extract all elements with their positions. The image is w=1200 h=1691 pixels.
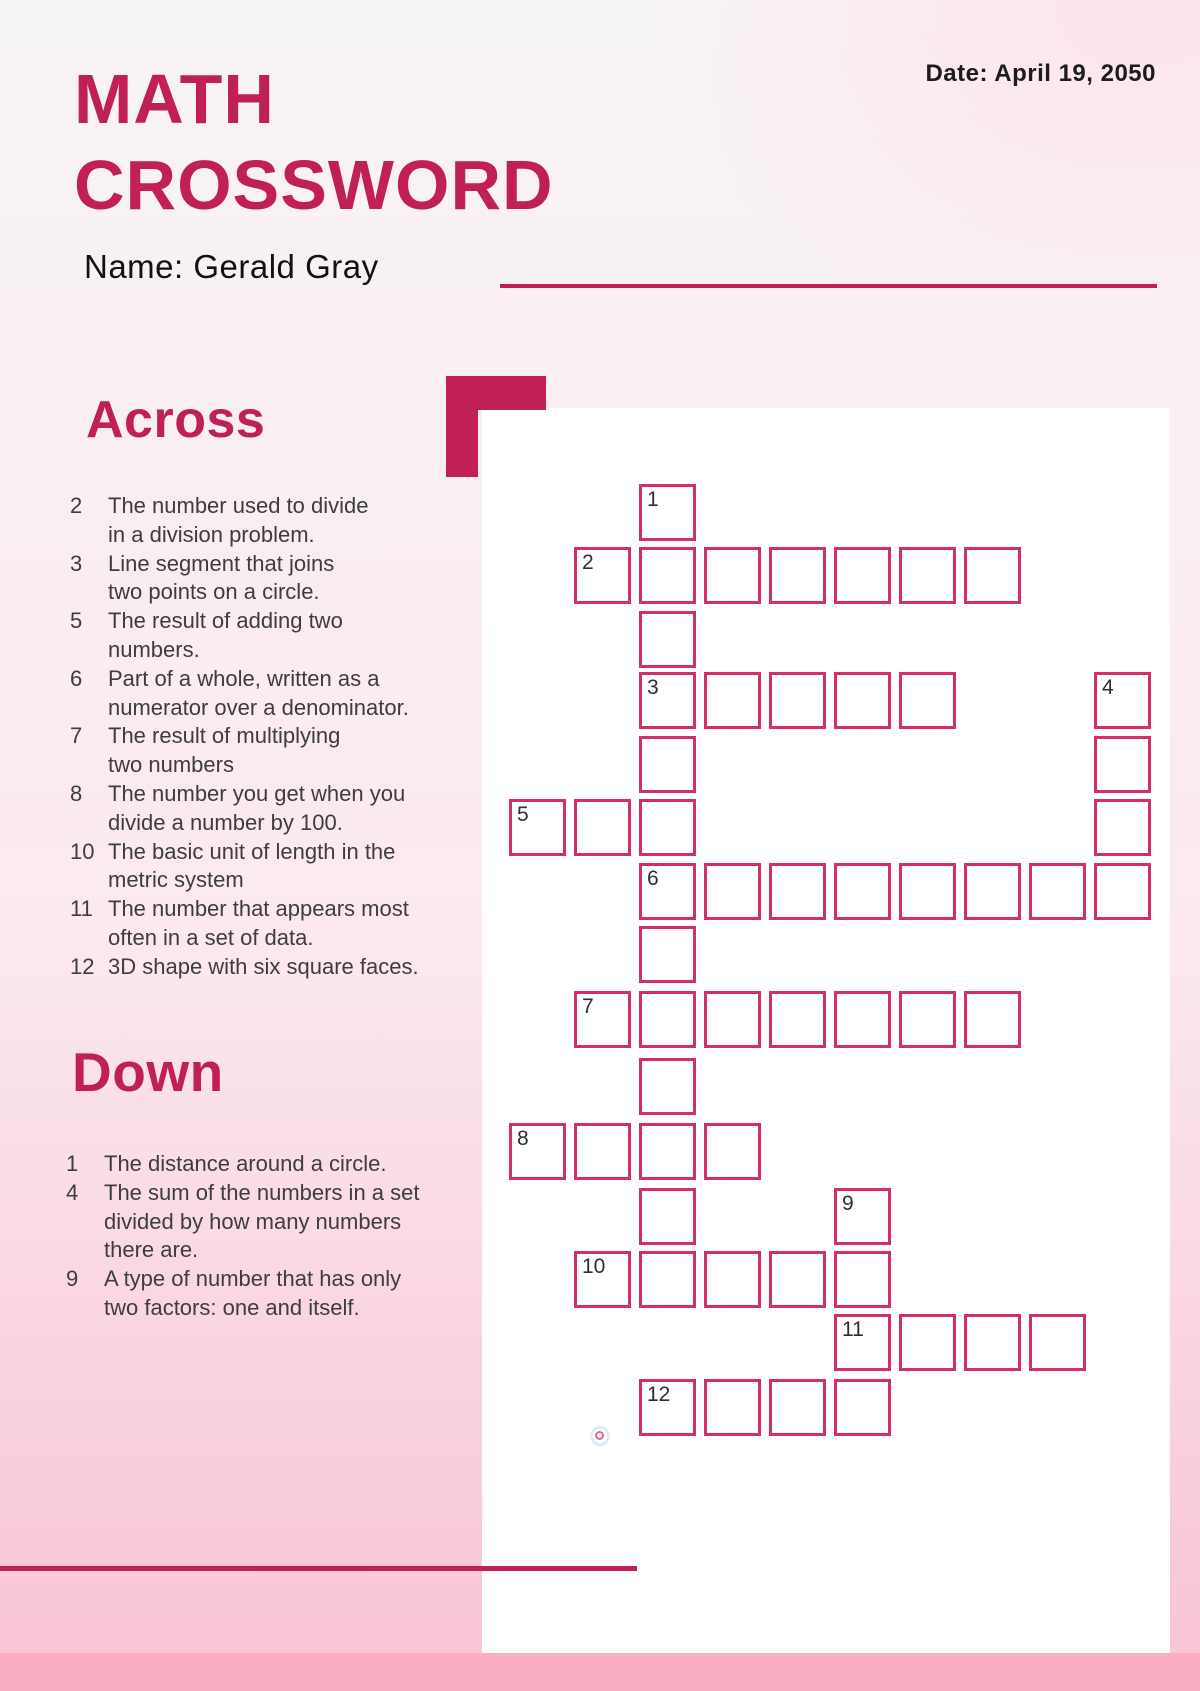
grid-cell[interactable]	[899, 672, 956, 729]
grid-cell-6[interactable]	[639, 863, 696, 920]
cell-number: 11	[842, 1318, 864, 1342]
grid-cell[interactable]	[834, 1251, 891, 1308]
cell-number: 8	[517, 1127, 529, 1151]
cell-number: 3	[647, 675, 659, 699]
cell-number: 10	[582, 1255, 606, 1278]
clue-number: 9	[66, 1266, 79, 1292]
grid-cell[interactable]	[639, 736, 696, 793]
cell-number: 7	[582, 994, 594, 1018]
grid-cell-2[interactable]	[574, 547, 631, 604]
grid-cell[interactable]	[704, 1251, 761, 1308]
grid-cell[interactable]	[639, 1251, 696, 1308]
cell-number: 5	[517, 803, 529, 827]
clue-number: 2	[70, 493, 83, 518]
clue-text: The number you get when you divide a number by 100.	[108, 780, 406, 835]
cell-number: 12	[647, 1383, 671, 1407]
clue-text: A type of number that has only two factors: one and itself.	[104, 1266, 402, 1320]
cell-number: 9	[842, 1191, 854, 1215]
clue-text: The result of multiplying two numbers	[108, 723, 341, 778]
grid-cell[interactable]	[639, 611, 696, 668]
grid-cell[interactable]	[769, 547, 826, 604]
cell-number: 6	[647, 867, 659, 891]
clue-text: The number used to divide in a division problem.	[108, 493, 369, 547]
clue-number: 6	[70, 665, 83, 691]
grid-cell[interactable]	[899, 1314, 956, 1371]
grid-cell[interactable]	[639, 1123, 696, 1180]
grid-cell[interactable]	[769, 1379, 826, 1436]
clue-number: 4	[66, 1179, 79, 1205]
grid-cell[interactable]	[1094, 799, 1151, 856]
grid-cell[interactable]	[574, 799, 631, 856]
grid-cell[interactable]	[704, 991, 761, 1048]
clue-text: The sum of the numbers in a set divided by how many numbers there are.	[104, 1179, 420, 1263]
cell-number: 2	[582, 551, 594, 574]
cell-number: 1	[647, 488, 659, 511]
grid-cell[interactable]	[769, 991, 826, 1048]
grid-cell[interactable]	[834, 1379, 891, 1436]
cell-number: 4	[1102, 675, 1114, 699]
clue-number: 11	[70, 896, 93, 922]
across-heading: Across	[86, 391, 266, 449]
grid-cell[interactable]	[639, 799, 696, 856]
clue-number: 7	[70, 723, 83, 749]
date-label: Date: April 19, 2050	[925, 60, 1156, 87]
grid-cell-9[interactable]	[834, 1188, 891, 1245]
grid-cell[interactable]	[899, 991, 956, 1048]
grid-cell[interactable]	[574, 1123, 631, 1180]
grid-cell-10[interactable]	[574, 1251, 631, 1308]
grid-cell[interactable]	[704, 1123, 761, 1180]
grid-cell[interactable]	[899, 547, 956, 604]
grid-cell[interactable]	[834, 547, 891, 604]
grid-cell[interactable]	[834, 672, 891, 729]
bottom-band	[0, 1653, 1200, 1691]
clue-number: 3	[70, 550, 83, 576]
grid-cell-7[interactable]	[574, 991, 631, 1048]
grid-cell-1[interactable]	[639, 484, 696, 541]
grid-cell[interactable]	[1094, 863, 1151, 920]
grid-cell[interactable]	[639, 547, 696, 604]
grid-cell[interactable]	[834, 991, 891, 1048]
clue-text: 3D shape with six square faces.	[108, 953, 419, 979]
clue-number: 1	[66, 1151, 79, 1176]
page-title-line2: CROSSWORD	[74, 146, 554, 224]
grid-cell[interactable]	[704, 1379, 761, 1436]
grid-cell[interactable]	[769, 672, 826, 729]
grid-cell-3[interactable]	[639, 672, 696, 729]
grid-cell[interactable]	[769, 1251, 826, 1308]
circle-decoration-inner	[595, 1431, 604, 1440]
clue-text: The number that appears most often in a set of data.	[108, 896, 409, 950]
page-title-line1: MATH	[74, 60, 275, 138]
grid-cell[interactable]	[964, 1314, 1021, 1371]
grid-cell-12[interactable]	[639, 1379, 696, 1436]
grid-cell[interactable]	[639, 926, 696, 983]
clue-text: The result of adding two numbers.	[108, 608, 343, 662]
grid-cell[interactable]	[769, 863, 826, 920]
clue-number: 12	[70, 953, 95, 979]
grid-cell[interactable]	[964, 991, 1021, 1048]
grid-cell[interactable]	[1029, 863, 1086, 920]
grid-cell[interactable]	[834, 863, 891, 920]
grid-cell-5[interactable]	[509, 799, 566, 856]
grid-cell[interactable]	[704, 672, 761, 729]
clue-number: 10	[70, 838, 95, 864]
grid-cell[interactable]	[704, 863, 761, 920]
clue-text: Part of a whole, written as a numerator over a denominator.	[108, 665, 409, 720]
grid-cell[interactable]	[964, 547, 1021, 604]
grid-cell[interactable]	[639, 991, 696, 1048]
clue-number: 8	[70, 780, 83, 806]
down-heading: Down	[72, 1041, 224, 1103]
grid-cell[interactable]	[899, 863, 956, 920]
grid-cell[interactable]	[639, 1188, 696, 1245]
grid-cell-4[interactable]	[1094, 672, 1151, 729]
name-label: Name: Gerald Gray	[84, 248, 379, 285]
grid-cell[interactable]	[704, 547, 761, 604]
grid-cell[interactable]	[639, 1058, 696, 1115]
grid-cell[interactable]	[1029, 1314, 1086, 1371]
clue-text: The distance around a circle.	[104, 1151, 387, 1176]
grid-cell-8[interactable]	[509, 1123, 566, 1180]
clue-text: Line segment that joins two points on a circle.	[108, 550, 335, 605]
grid-cell[interactable]	[964, 863, 1021, 920]
clue-number: 5	[70, 608, 83, 634]
grid-cell[interactable]	[1094, 736, 1151, 793]
clue-text: The basic unit of length in the metric system	[108, 838, 396, 893]
bottom-rule	[0, 1566, 637, 1571]
grid-cell-11[interactable]	[834, 1314, 891, 1371]
